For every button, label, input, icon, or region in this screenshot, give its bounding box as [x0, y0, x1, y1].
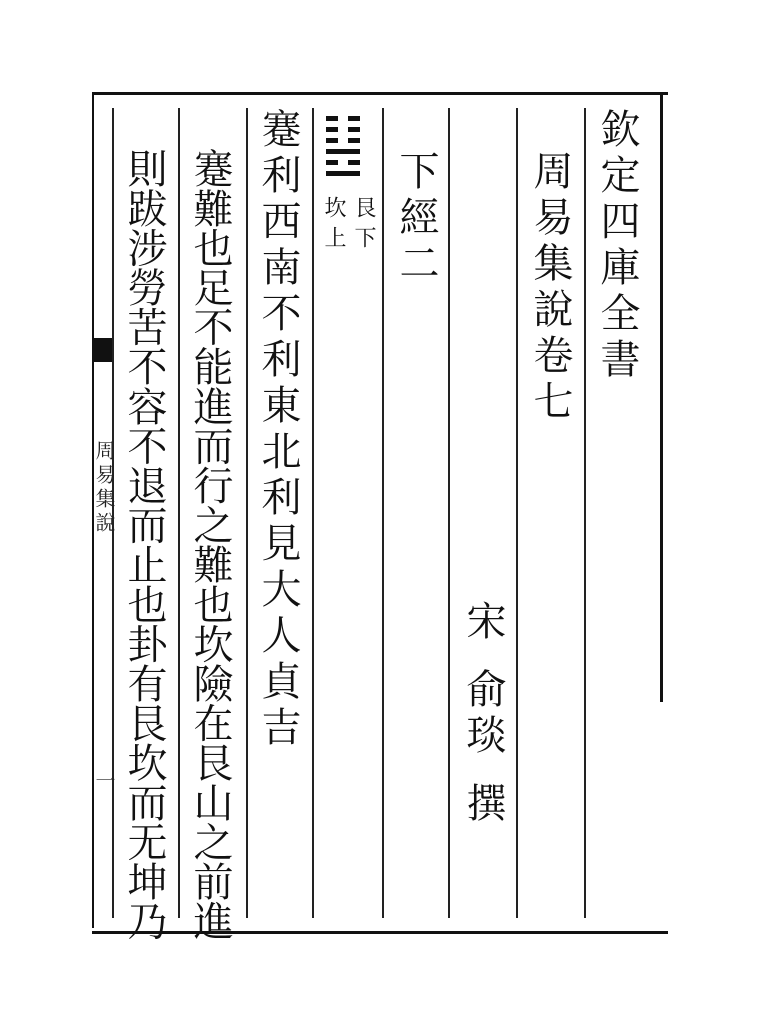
commentary-column-1: 蹇難也足不能進而行之難也坎險在艮山之前進: [187, 148, 233, 941]
commentary-column-2: 則跋涉勞苦不容不退而止也卦有艮坎而无坤乃: [121, 148, 167, 941]
gutter-page-number: 一: [92, 770, 116, 794]
right-border: [660, 92, 663, 702]
column-rule: [312, 108, 314, 918]
author-dynasty: 宋: [460, 600, 506, 646]
series-title: 欽定四庫全書: [594, 108, 640, 384]
fish-tail-mark: [92, 338, 112, 362]
section-name: 下經二: [393, 150, 439, 288]
author-name: 俞琰: [460, 668, 506, 760]
column-rule: [246, 108, 248, 918]
column-rule: [516, 108, 518, 918]
column-rule: [178, 108, 180, 918]
main-text: 蹇利西南不利東北利見大人貞吉: [255, 108, 301, 752]
hexagram-upper-label: 艮下: [351, 196, 376, 256]
hexagram-lower-label: 坎上: [321, 196, 346, 256]
column-rule: [584, 108, 586, 918]
book-title: 周易集說卷七: [527, 150, 573, 426]
column-rule: [448, 108, 450, 918]
author-role: 撰: [460, 782, 506, 828]
column-rule: [382, 108, 384, 918]
gutter-book-abbrev: 周易集說: [92, 440, 116, 536]
